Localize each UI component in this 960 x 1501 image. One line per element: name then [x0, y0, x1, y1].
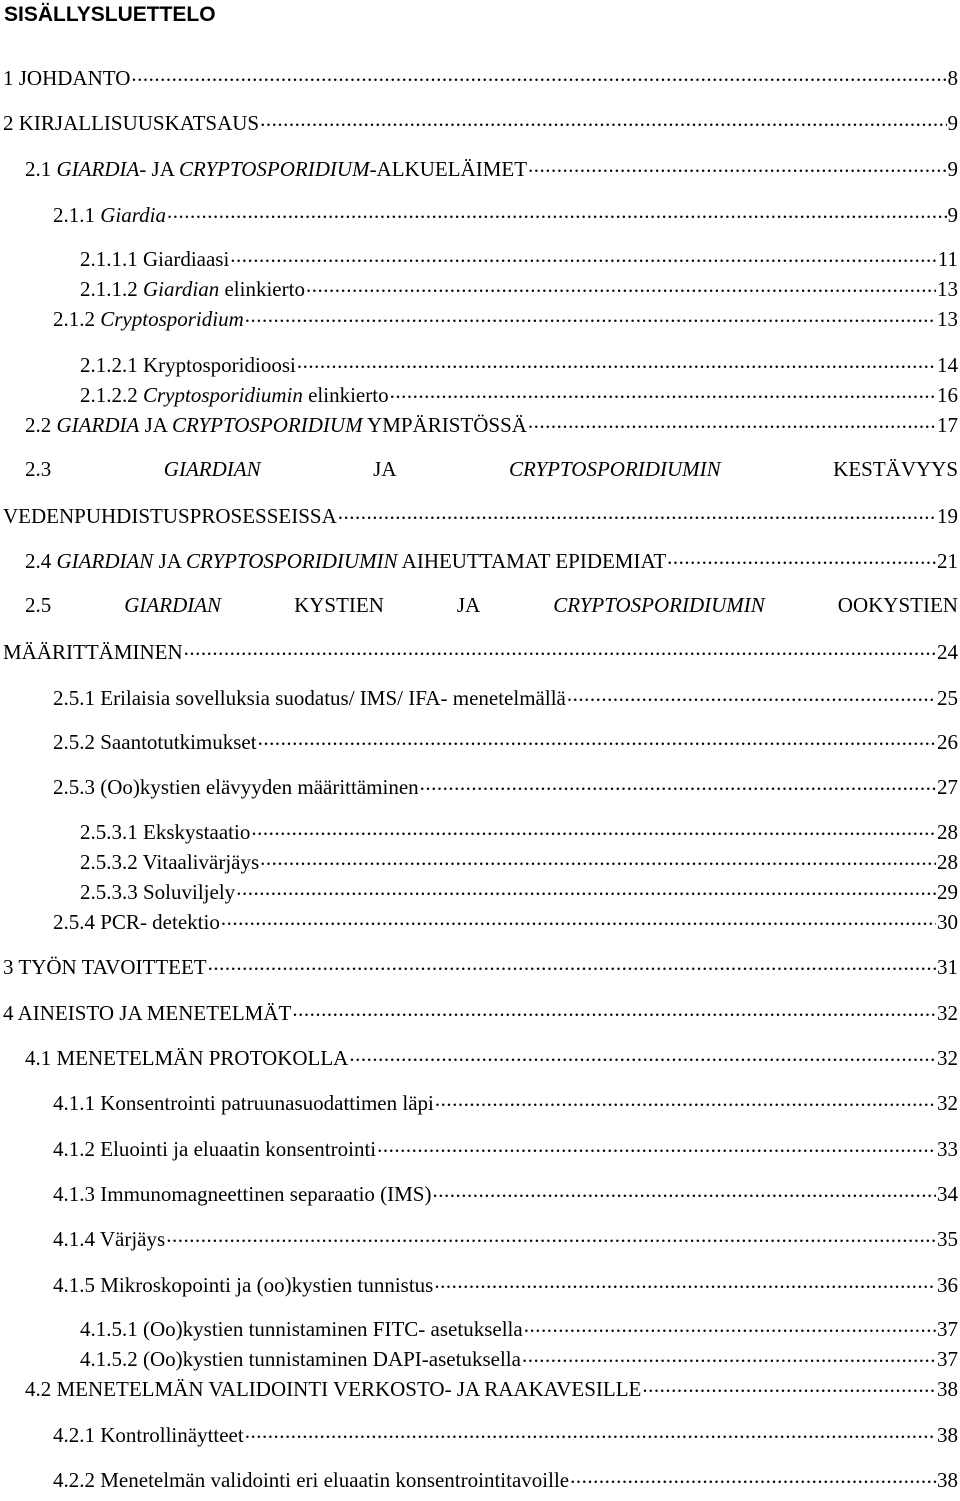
toc-page-number: 38 — [937, 1423, 958, 1447]
toc-entry-text: Menetelmän validointi eri eluaatin konsentrointitavoille — [95, 1468, 570, 1492]
toc-entry[interactable] — [25, 547, 958, 574]
toc-entry-text: YMPÄRISTÖSSÄ — [362, 413, 527, 437]
toc-entry-label — [53, 1181, 431, 1207]
toc-entry-label — [53, 1136, 376, 1162]
dot-leader — [432, 1180, 936, 1201]
toc-entry-number: 4.1.4 — [53, 1227, 95, 1251]
toc-page-number: 27 — [937, 775, 958, 799]
toc-entry-number: 2.4 — [25, 549, 52, 573]
toc-word: GIARDIAN — [163, 457, 261, 481]
dot-leader — [167, 201, 947, 222]
toc-entry-label — [80, 819, 250, 845]
toc-entry-text: (Oo)kystien elävyyden määrittäminen — [95, 775, 419, 799]
toc-entry-label — [80, 246, 229, 272]
toc-entry-text: CRYPTOSPORIDIUM — [179, 157, 370, 181]
toc-entry-label — [53, 685, 566, 711]
toc-entry-text: Giardia — [100, 203, 166, 227]
toc-entry-text: AINEISTO JA MENETELMÄT — [13, 1001, 292, 1025]
toc-entry-number: 4 — [3, 1001, 14, 1025]
dot-leader — [642, 1375, 936, 1396]
toc-entry-text: Värjäys — [95, 1227, 166, 1251]
toc-entry-label — [53, 909, 220, 935]
toc-entry-number: 4.1.2 — [53, 1137, 95, 1161]
toc-entry-number: 2.5.3.2 — [80, 850, 138, 874]
toc-entry-label — [53, 1422, 244, 1448]
toc-entry-number: 2.1.1.2 — [80, 277, 138, 301]
toc-entry-number: 3 — [3, 955, 14, 979]
toc-entry[interactable] — [25, 1375, 958, 1402]
toc-page-number: 14 — [937, 353, 958, 377]
dot-leader — [236, 878, 936, 899]
toc-entry[interactable] — [53, 305, 958, 332]
toc-page-number: 26 — [937, 730, 958, 754]
toc-entry-text: JA — [153, 549, 186, 573]
toc-page-number: 33 — [937, 1137, 958, 1161]
toc-entry-number: 1 — [3, 66, 14, 90]
toc-entry-text: Konsentrointi patruunasuodattimen läpi — [95, 1091, 434, 1115]
toc-entry-number: 4.1.1 — [53, 1091, 95, 1115]
toc-page-number: 16 — [937, 383, 958, 407]
dot-leader — [524, 1315, 936, 1336]
toc-entry[interactable] — [53, 201, 958, 228]
toc-entry-number: 4.1 — [25, 1046, 52, 1070]
toc-entry[interactable] — [25, 411, 958, 438]
toc-entry-text: (Oo)kystien tunnistaminen DAPI-asetuksella — [137, 1347, 521, 1371]
dot-leader — [390, 381, 936, 402]
toc-entry-label — [53, 1272, 433, 1298]
toc-entry-number: 2.5.3.3 — [80, 880, 138, 904]
dot-leader — [166, 1225, 936, 1246]
toc-entry[interactable] — [80, 275, 958, 302]
dot-leader — [245, 305, 936, 326]
toc-entry-number: 2.5.2 — [53, 730, 95, 754]
toc-entry-line1 — [25, 592, 958, 618]
toc-entry[interactable] — [80, 818, 958, 845]
toc-entry-number: 2.5.4 — [53, 910, 95, 934]
toc-entry-label — [80, 276, 305, 302]
dot-leader — [435, 1089, 936, 1110]
toc-entry-text: AIHEUTTAMAT EPIDEMIAT — [397, 549, 667, 573]
toc-entry-number: 4.1.5.2 — [80, 1347, 138, 1371]
toc-page-number: 25 — [937, 686, 958, 710]
toc-word: KESTÄVYYS — [833, 457, 958, 481]
dot-leader — [258, 728, 936, 749]
toc-entry-number: 4.1.5.1 — [80, 1317, 138, 1341]
toc-entry-number: 2.2 — [25, 413, 52, 437]
toc-entry-label — [3, 503, 337, 529]
dot-leader — [570, 1466, 936, 1487]
toc-entry-number: 2 — [3, 111, 14, 135]
toc-entry-number: 2.5.3.1 — [80, 820, 138, 844]
dot-leader — [567, 684, 936, 705]
toc-word: CRYPTOSPORIDIUMIN — [553, 593, 765, 617]
toc-entry-text: CRYPTOSPORIDIUMIN — [186, 549, 398, 573]
toc-page-number: 13 — [937, 307, 958, 331]
toc-entry[interactable] — [3, 999, 958, 1026]
toc-entry[interactable] — [80, 878, 958, 905]
toc-entry-label — [53, 202, 166, 228]
toc-word: KYSTIEN — [294, 593, 384, 617]
toc-entry-number: 2.5.3 — [53, 775, 95, 799]
toc-entry-number: 4.1.3 — [53, 1182, 95, 1206]
dot-leader — [434, 1271, 936, 1292]
toc-entry-text: Kryptosporidioosi — [137, 353, 296, 377]
toc-entry[interactable] — [53, 773, 958, 800]
toc-page-number: 32 — [937, 1091, 958, 1115]
toc-entry-number: 4.2.2 — [53, 1468, 95, 1492]
toc-entry-label — [53, 774, 419, 800]
toc-entry-number: 4.1.5 — [53, 1273, 95, 1297]
dot-leader — [522, 1345, 936, 1366]
toc-page-number: 36 — [937, 1273, 958, 1297]
dot-leader — [297, 351, 936, 372]
toc-entry-number: 2.1.1 — [53, 203, 95, 227]
dot-leader — [338, 502, 936, 523]
dot-leader — [420, 773, 936, 794]
toc-page-number: 35 — [937, 1227, 958, 1251]
toc-entry-text: GIARDIAN — [56, 549, 154, 573]
toc-entry[interactable] — [80, 351, 958, 378]
toc-entry[interactable] — [53, 908, 958, 935]
toc-entry-text: Saantotutkimukset — [95, 730, 257, 754]
toc-entry[interactable] — [80, 381, 958, 408]
toc-page-number: 37 — [937, 1317, 958, 1341]
toc-entry-label — [80, 352, 296, 378]
toc-entry[interactable] — [80, 1345, 958, 1372]
toc-page-number: 21 — [937, 549, 958, 573]
toc-entry-label — [25, 1045, 348, 1071]
toc-entry-label — [3, 954, 207, 980]
toc-entry-text: Immunomagneettinen separaatio (IMS) — [95, 1182, 432, 1206]
dot-leader — [349, 1044, 936, 1065]
toc-entry-text: (Oo)kystien tunnistaminen FITC- asetuksella — [137, 1317, 523, 1341]
toc-page-number: 11 — [937, 247, 958, 271]
dot-leader — [230, 245, 936, 266]
toc-entry-text: VEDENPUHDISTUSPROSESSEISSA — [3, 504, 337, 528]
toc-entry-number: 2.1 — [25, 157, 52, 181]
toc-entry-number: 2.1.1.1 — [80, 247, 138, 271]
toc-entry-text: Cryptosporidium — [100, 307, 244, 331]
toc-page-number: 8 — [947, 66, 958, 90]
toc-page-number: 9 — [947, 111, 958, 135]
toc-entry[interactable] — [53, 1180, 958, 1207]
toc-entry[interactable] — [3, 109, 958, 136]
toc-entry-label — [3, 639, 183, 665]
toc-entry-text: PCR- detektio — [95, 910, 220, 934]
toc-page-number: 9 — [947, 203, 958, 227]
toc-entry[interactable] — [80, 245, 958, 272]
toc-entry-label — [53, 729, 257, 755]
toc-entry-text: Cryptosporidiumin — [143, 383, 303, 407]
toc-entry-label — [53, 1467, 569, 1493]
dot-leader — [251, 818, 936, 839]
toc-word: JA — [456, 593, 481, 617]
dot-leader — [221, 908, 936, 929]
toc-page-number: 19 — [937, 504, 958, 528]
toc-entry-text: JOHDANTO — [13, 66, 131, 90]
toc-page-number: 28 — [937, 850, 958, 874]
dot-leader — [667, 547, 936, 568]
toc-heading: SISÄLLYSLUETTELO — [4, 3, 216, 26]
dot-leader — [260, 848, 936, 869]
dot-leader — [131, 64, 946, 85]
toc-entry-text: Giardian — [143, 277, 220, 301]
dot-leader — [306, 275, 936, 296]
toc-entry-text: TYÖN TAVOITTEET — [13, 955, 207, 979]
toc-entry-number: 2.1.2 — [53, 307, 95, 331]
toc-entry[interactable] — [3, 638, 958, 665]
toc-entry-text: Mikroskopointi ja (oo)kystien tunnistus — [95, 1273, 434, 1297]
toc-page-number: 13 — [937, 277, 958, 301]
toc-entry-text: Eluointi ja eluaatin konsentrointi — [95, 1137, 377, 1161]
toc-entry[interactable] — [80, 1315, 958, 1342]
toc-page-number: 31 — [937, 955, 958, 979]
toc-entry-label — [25, 1376, 641, 1402]
toc-entry-text: Erilaisia sovelluksia suodatus/ IMS/ IFA- menetelmällä — [95, 686, 566, 710]
toc-entry[interactable] — [53, 1466, 958, 1493]
toc-entry-text: MÄÄRITTÄMINEN — [3, 640, 183, 664]
toc-entry[interactable] — [53, 1271, 958, 1298]
toc-entry-label — [3, 65, 130, 91]
toc-entry-text: -ALKUELÄIMET — [369, 157, 528, 181]
toc-entry-label — [80, 879, 235, 905]
toc-entry-number: 2.1.2.2 — [80, 383, 138, 407]
dot-leader — [245, 1421, 936, 1442]
toc-entry-number: 4.2 — [25, 1377, 52, 1401]
toc-word: CRYPTOSPORIDIUMIN — [509, 457, 721, 481]
toc-entry[interactable] — [3, 502, 958, 529]
toc-page-number: 32 — [937, 1001, 958, 1025]
toc-page-number: 38 — [937, 1468, 958, 1492]
toc-page-number: 9 — [947, 157, 958, 181]
toc-entry-label — [25, 156, 527, 182]
toc-page-number: 30 — [937, 910, 958, 934]
toc-entry[interactable] — [3, 64, 958, 91]
toc-entry[interactable] — [53, 1089, 958, 1116]
dot-leader — [377, 1135, 936, 1156]
toc-entry[interactable] — [53, 684, 958, 711]
toc-word: 2.5 — [25, 593, 52, 617]
toc-word: 2.3 — [25, 457, 52, 481]
toc-entry-text: JA — [139, 413, 172, 437]
toc-entry-text: GIARDIA — [56, 413, 140, 437]
toc-entry-text: MENETELMÄN VALIDOINTI VERKOSTO- JA RAAKAVESILLE — [51, 1377, 642, 1401]
toc-entry-label — [25, 548, 666, 574]
toc-entry[interactable] — [25, 1044, 958, 1071]
toc-entry-label — [3, 1000, 291, 1026]
toc-word: OOKYSTIEN — [837, 593, 958, 617]
toc-entry[interactable] — [53, 1225, 958, 1252]
dot-leader — [528, 411, 936, 432]
toc-page-number: 17 — [937, 413, 958, 437]
toc-entry[interactable] — [25, 155, 958, 182]
dot-leader — [208, 953, 936, 974]
toc-entry-text: CRYPTOSPORIDIUM — [172, 413, 363, 437]
toc-entry-number: 2.5.1 — [53, 686, 95, 710]
toc-entry-text: KIRJALLISUUSKATSAUS — [13, 111, 260, 135]
toc-entry-label — [53, 1226, 165, 1252]
toc-entry-label — [53, 1090, 434, 1116]
toc-entry-label — [80, 1346, 521, 1372]
dot-leader — [184, 638, 936, 659]
toc-entry-line1 — [25, 456, 958, 482]
toc-entry-text: elinkierto — [219, 277, 305, 301]
dot-leader — [528, 155, 946, 176]
toc-entry-text: - JA — [139, 157, 179, 181]
toc-entry-text: Giardiaasi — [137, 247, 230, 271]
toc-entry-number: 2.1.2.1 — [80, 353, 138, 377]
toc-page-number: 29 — [937, 880, 958, 904]
toc-page-number: 32 — [937, 1046, 958, 1070]
toc-entry[interactable] — [3, 953, 958, 980]
toc-entry-label — [80, 382, 389, 408]
toc-page-number: 37 — [937, 1347, 958, 1371]
dot-leader — [260, 109, 946, 130]
toc-word: GIARDIAN — [124, 593, 222, 617]
toc-page-number: 34 — [937, 1182, 958, 1206]
toc-entry-text: MENETELMÄN PROTOKOLLA — [51, 1046, 349, 1070]
toc-entry[interactable] — [53, 1421, 958, 1448]
toc-entry-text: GIARDIA — [56, 157, 140, 181]
toc-entry-text: Vitaalivärjäys — [137, 850, 260, 874]
toc-entry[interactable] — [53, 728, 958, 755]
toc-entry-label — [80, 849, 259, 875]
toc-entry[interactable] — [80, 848, 958, 875]
toc-entry-number: 4.2.1 — [53, 1423, 95, 1447]
toc-entry-text: Soluviljely — [137, 880, 236, 904]
toc-page-number: 28 — [937, 820, 958, 844]
toc-entry-label — [25, 412, 527, 438]
toc-entry-text: Ekskystaatio — [137, 820, 251, 844]
toc-entry-text: elinkierto — [302, 383, 389, 407]
toc-entry-label — [3, 110, 259, 136]
toc-entry[interactable] — [53, 1135, 958, 1162]
toc-page-number: 24 — [937, 640, 958, 664]
toc-entry-label — [53, 306, 244, 332]
toc-entry-text: Kontrollinäytteet — [95, 1423, 244, 1447]
toc-page-number: 38 — [937, 1377, 958, 1401]
toc-word: JA — [373, 457, 397, 481]
toc-entry-label — [80, 1316, 523, 1342]
dot-leader — [292, 999, 936, 1020]
